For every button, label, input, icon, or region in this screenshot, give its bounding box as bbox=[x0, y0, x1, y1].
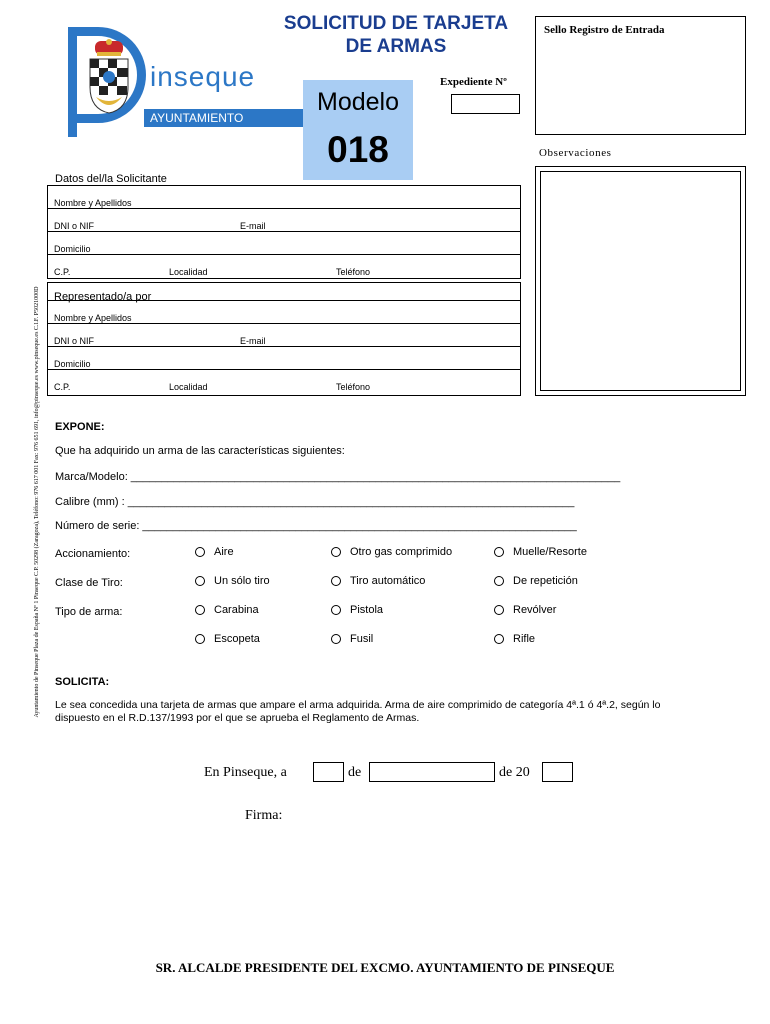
radio-rifle[interactable] bbox=[494, 633, 535, 645]
radio-circle-icon bbox=[331, 576, 341, 586]
option-label: Fusil bbox=[350, 633, 374, 645]
radio-circle-icon bbox=[494, 605, 504, 615]
expone-intro: Que ha adquirido un arma de las características siguientes: bbox=[55, 445, 345, 457]
radio-repeticion[interactable] bbox=[494, 575, 578, 587]
option-label: De repetición bbox=[513, 575, 578, 587]
solicita-line2: dispuesto en el R.D.137/1993 por el que se aprueba el Reglamento de Armas. bbox=[55, 712, 420, 724]
expediente-field[interactable] bbox=[451, 94, 520, 114]
fecha-anio-field[interactable] bbox=[542, 762, 573, 782]
radio-circle-icon bbox=[331, 634, 341, 644]
accionamiento-label: Accionamiento: bbox=[55, 548, 131, 560]
radio-un-solo-tiro[interactable] bbox=[195, 575, 270, 587]
cp-label: C.P. bbox=[54, 267, 71, 277]
side-address-line: Ayuntamiento de Pinseque Plaza de España Nº 1 Pinseque C.P. 50298 (Zaragoza), Teléfono: 976 617 001 Fax: 976 651 691, info@pinseque.es www.pinseque.es C.I.F. P5021000D bbox=[34, 286, 40, 718]
radio-circle-icon bbox=[494, 634, 504, 644]
option-label: Revólver bbox=[513, 604, 557, 616]
tipo-arma-label: Tipo de arma: bbox=[55, 606, 123, 618]
cp-label: C.P. bbox=[54, 382, 71, 392]
firma-label: Firma: bbox=[245, 808, 283, 823]
telefono-label: Teléfono bbox=[336, 382, 371, 392]
localidad-label: Localidad bbox=[169, 382, 208, 392]
representado-block bbox=[47, 282, 521, 396]
radio-circle-icon bbox=[331, 605, 341, 615]
tipo-arma-row bbox=[55, 604, 755, 622]
option-label: Escopeta bbox=[214, 633, 260, 645]
accionamiento-row bbox=[55, 546, 755, 564]
solicitante-nombre-field[interactable] bbox=[48, 186, 520, 209]
email-label: E-mail bbox=[240, 336, 266, 346]
observaciones-box[interactable] bbox=[535, 166, 746, 396]
modelo-label: Modelo bbox=[317, 88, 399, 116]
calibre-field[interactable]: Calibre (mm) : _________________________________________________________________________ bbox=[55, 496, 575, 508]
solicitante-dni-row[interactable] bbox=[48, 209, 520, 232]
radio-circle-icon bbox=[195, 576, 205, 586]
radio-circle-icon bbox=[195, 634, 205, 644]
solicitante-cp-row[interactable] bbox=[48, 255, 520, 278]
option-label: Muelle/Resorte bbox=[513, 546, 587, 558]
telefono-label: Teléfono bbox=[336, 267, 371, 277]
form-title-line1: SOLICITUD DE TARJETA bbox=[283, 13, 509, 34]
localidad-label: Localidad bbox=[169, 267, 208, 277]
tipo-arma-row-2 bbox=[55, 633, 755, 651]
form-title bbox=[260, 12, 532, 58]
nombre-label: Nombre y Apellidos bbox=[54, 198, 132, 208]
radio-circle-icon bbox=[494, 576, 504, 586]
solicita-line1: Le sea concedida una tarjeta de armas que ampare el arma adquirida. Arma de aire comprimido de categoría 4ª.1 ó 4ª.2, según lo bbox=[55, 699, 661, 711]
radio-circle-icon bbox=[331, 547, 341, 557]
representado-cp-row[interactable] bbox=[48, 370, 520, 393]
radio-escopeta[interactable] bbox=[195, 633, 260, 645]
fecha-dia-field[interactable] bbox=[313, 762, 344, 782]
municipal-logo bbox=[68, 27, 256, 137]
numero-serie-field[interactable]: Número de serie: _______________________________________________________________________ bbox=[55, 520, 577, 532]
option-label: Aire bbox=[214, 546, 234, 558]
radio-circle-icon bbox=[195, 547, 205, 557]
representado-dni-row[interactable] bbox=[48, 324, 520, 347]
radio-otro-gas[interactable] bbox=[331, 546, 452, 558]
modelo-number: 018 bbox=[327, 129, 389, 170]
fecha-prefix: En Pinseque, a bbox=[204, 765, 287, 780]
observaciones-label: Observaciones bbox=[539, 147, 612, 159]
email-label: E-mail bbox=[240, 221, 266, 231]
marca-modelo-field[interactable]: Marca/Modelo: ________________________________________________________________________________ bbox=[55, 471, 621, 483]
radio-muelle[interactable] bbox=[494, 546, 587, 558]
solicitante-section-label: Datos del/la Solicitante bbox=[55, 173, 167, 185]
fecha-de-label: de bbox=[348, 765, 362, 780]
radio-tiro-automatico[interactable] bbox=[331, 575, 425, 587]
logo-band: AYUNTAMIENTO bbox=[144, 109, 318, 127]
option-label: Un sólo tiro bbox=[214, 575, 270, 587]
addressee-footer: SR. ALCALDE PRESIDENTE DEL EXCMO. AYUNTAMIENTO DE PINSEQUE bbox=[155, 960, 615, 975]
option-label: Otro gas comprimido bbox=[350, 546, 453, 558]
sello-label: Sello Registro de Entrada bbox=[544, 24, 665, 36]
radio-aire[interactable] bbox=[195, 546, 234, 558]
domicilio-label: Domicilio bbox=[54, 359, 91, 369]
domicilio-label: Domicilio bbox=[54, 244, 91, 254]
sello-registro-box bbox=[535, 16, 746, 135]
nombre-label: Nombre y Apellidos bbox=[54, 313, 132, 323]
option-label: Tiro automático bbox=[350, 575, 426, 587]
clase-tiro-row bbox=[55, 575, 755, 593]
logo-name: inseque bbox=[150, 61, 256, 92]
radio-circle-icon bbox=[195, 605, 205, 615]
fecha-mes-field[interactable] bbox=[369, 762, 495, 782]
expediente-label: Expediente Nº bbox=[440, 76, 507, 88]
representado-domicilio-field[interactable] bbox=[48, 347, 520, 370]
radio-carabina[interactable] bbox=[195, 604, 259, 616]
solicitante-block bbox=[47, 185, 521, 279]
representado-header-row bbox=[48, 283, 520, 301]
dni-label: DNI o NIF bbox=[54, 221, 95, 231]
radio-revolver[interactable] bbox=[494, 604, 556, 616]
dni-label: DNI o NIF bbox=[54, 336, 95, 346]
coat-of-arms-icon bbox=[86, 39, 132, 115]
expone-heading: EXPONE: bbox=[55, 421, 105, 433]
representado-nombre-field[interactable] bbox=[48, 301, 520, 324]
radio-fusil[interactable] bbox=[331, 633, 373, 645]
option-label: Rifle bbox=[513, 633, 536, 645]
solicitante-domicilio-field[interactable] bbox=[48, 232, 520, 255]
option-label: Pistola bbox=[350, 604, 384, 616]
solicita-heading: SOLICITA: bbox=[55, 676, 110, 688]
radio-pistola[interactable] bbox=[331, 604, 383, 616]
fecha-anio-prefix: de 20 bbox=[499, 765, 530, 780]
option-label: Carabina bbox=[214, 604, 259, 616]
clase-tiro-label: Clase de Tiro: bbox=[55, 577, 123, 589]
representado-section-label: Representado/a por bbox=[54, 291, 152, 303]
modelo-badge bbox=[303, 80, 413, 180]
form-title-line2: DE ARMAS bbox=[345, 36, 447, 57]
radio-circle-icon bbox=[494, 547, 504, 557]
